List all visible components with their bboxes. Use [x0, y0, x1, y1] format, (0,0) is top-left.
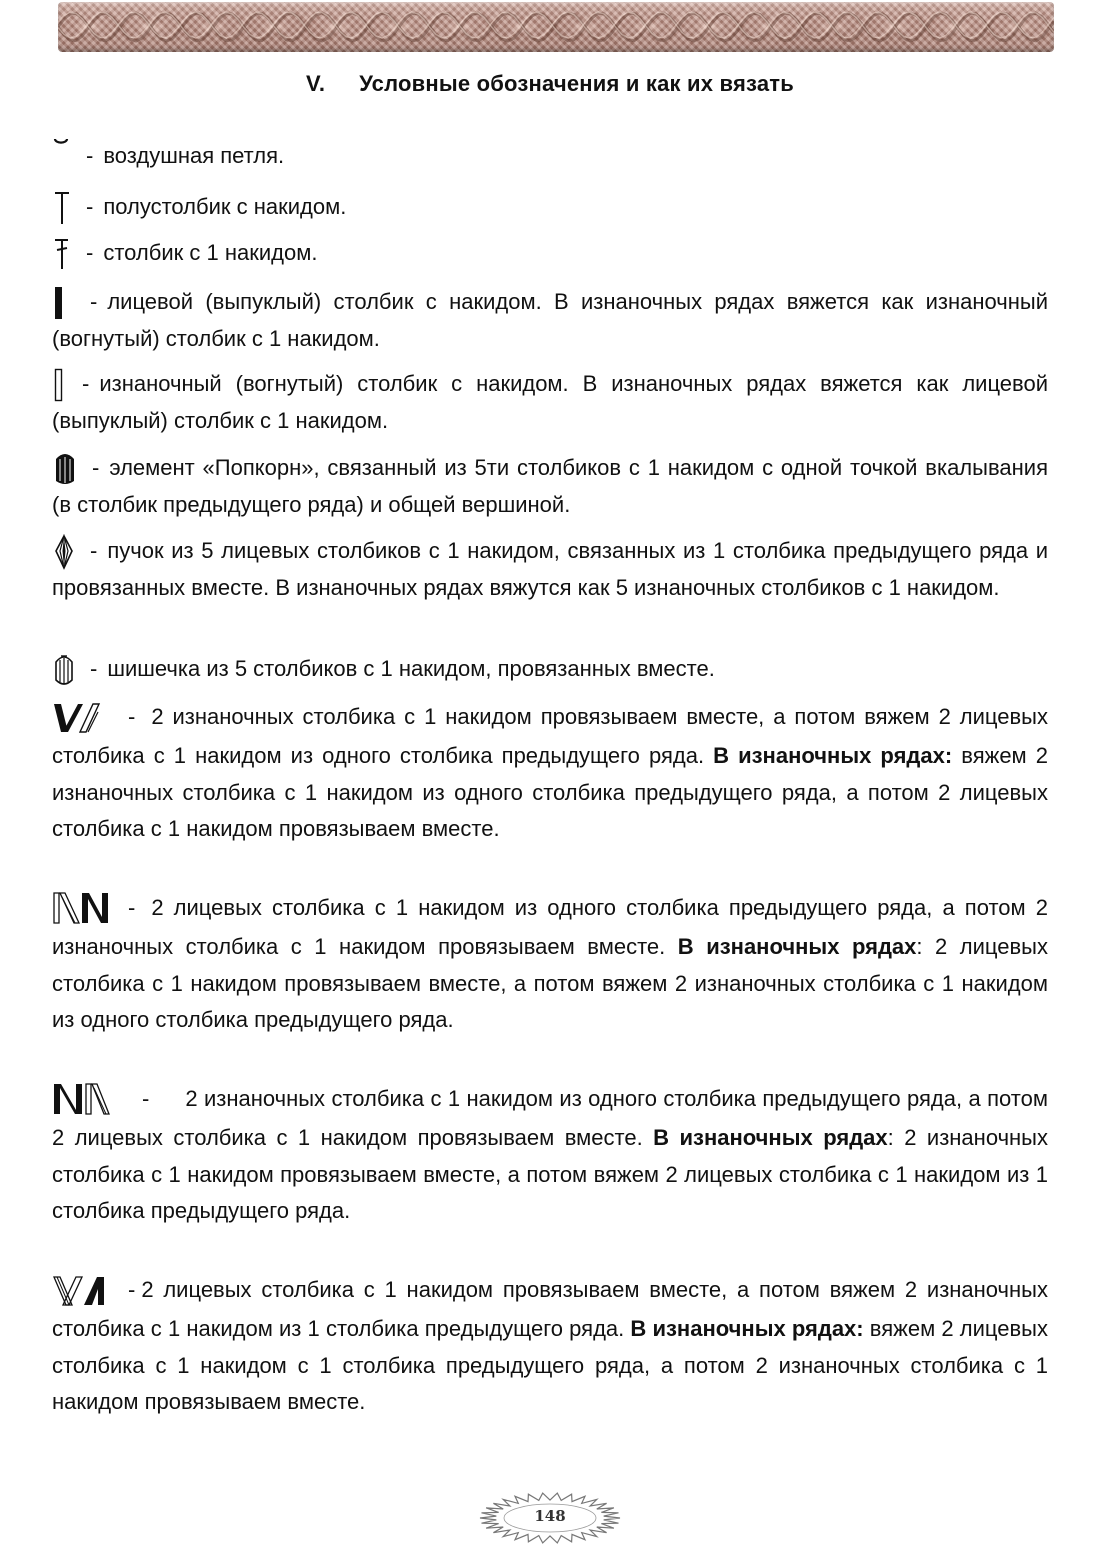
double-crochet-icon — [52, 236, 72, 272]
legend-item-cross-dark-light — [52, 698, 1048, 848]
legend-item-half-double-crochet — [52, 189, 1048, 226]
popcorn-icon — [52, 451, 78, 487]
legend-text: вяжем 2 лицевых столбика с 1 накидом с 1 столбика предыдущего ряда, а потом 2 изнаночных столбика с 1 накидом провязываем вместе. — [52, 1316, 1048, 1414]
legend-bold-text: В изнаночных рядах: — [630, 1316, 864, 1341]
section-number: V. — [306, 71, 326, 96]
back-post-double-crochet-icon — [52, 368, 68, 402]
legend-dash: - — [86, 143, 94, 168]
legend-item-cross-light-dark — [52, 889, 1048, 1039]
legend-text: : 2 изнаночных столбика с 1 накидом провязываем вместе, а потом вяжем 2 лицевых столбика с 1 накидом из 1 столбика предыдущего ряда. — [52, 1125, 1048, 1223]
legend-dash: - — [86, 240, 94, 265]
legend-text: : 2 лицевых столбика с 1 накидом провязываем вместе, а потом вяжем 2 изнаночных столбика с 1 накидом из одного столбика предыдущего ряда. — [52, 934, 1048, 1032]
cross-left-dark-light-icon — [52, 698, 102, 738]
cross-left-light-dark-icon — [52, 1271, 110, 1311]
legend-text: 2 лицевых столбика с 1 накидом провязываем вместе, а потом вяжем 2 изнаночных столбика с 1 накидом из 1 столбика предыдущего ряда. — [52, 1276, 1048, 1341]
page-number: 148 — [534, 1507, 566, 1525]
cable-pattern-icon — [58, 2, 1054, 52]
legend-text: полустолбик с накидом. — [103, 194, 347, 219]
legend-text: 2 изнаночных столбика с 1 накидом провязываем вместе, а потом вяжем 2 лицевых столбика с 1 накидом из одного столбика предыдущего ряда. — [52, 703, 1048, 768]
legend-bold-text: В изнаночных рядах — [653, 1125, 888, 1150]
legend-dash: - — [92, 455, 100, 480]
legend-text: 2 лицевых столбика с 1 накидом из одного столбика предыдущего ряда, а потом 2 изнаночных столбика с 1 накидом провязываем вместе. — [52, 894, 1048, 959]
front-post-double-crochet-icon — [52, 286, 68, 320]
legend-text: шишечка из 5 столбиков с 1 накидом, провязанных вместе. — [107, 656, 715, 681]
cluster-icon — [52, 534, 76, 570]
legend-text: вяжем 2 изнаночных столбика с 1 накидом из одного столбика предыдущего ряда, а потом 2 лицевых столбика с 1 накидом провязываем вместе. — [52, 743, 1048, 841]
legend-item-cluster — [52, 533, 1048, 607]
legend-bold-text: В изнаночных рядах: — [713, 743, 953, 768]
cross-right-light-dark-icon — [52, 889, 110, 929]
legend-dash: - — [90, 289, 98, 314]
cable-knit-banner — [58, 2, 1054, 52]
chain-stitch-icon — [52, 139, 72, 175]
legend-item-back-post — [52, 366, 1048, 439]
legend-dash: - — [128, 703, 136, 729]
legend-dash: - — [128, 894, 136, 920]
page-title — [0, 71, 1100, 97]
legend-text: столбик с 1 накидом. — [103, 240, 318, 265]
legend-dash: - — [86, 194, 94, 219]
legend-dash: - — [82, 371, 90, 396]
half-double-crochet-icon — [52, 190, 72, 226]
legend-dash: - — [90, 538, 98, 563]
legend-item-cross-light-dark-left — [52, 1271, 1048, 1421]
legend-item-chain — [52, 138, 1048, 175]
legend-text: воздушная петля. — [103, 143, 285, 168]
legend-item-bobble — [52, 651, 1048, 688]
legend-text: лицевой (выпуклый) столбик с накидом. В изнаночных рядах вяжется как изнаночный (вогнутый) столбик с 1 накидом. — [52, 289, 1048, 351]
bobble-icon — [52, 652, 76, 688]
legend-text: 2 изнаночных столбика с 1 накидом из одного столбика предыдущего ряда, а потом 2 лицевых столбика с 1 накидом провязываем вместе. — [52, 1085, 1048, 1150]
section-title: Условные обозначения и как их вязать — [359, 71, 794, 96]
legend-item-front-post — [52, 284, 1048, 357]
legend-item-cross-dark-light-right — [52, 1080, 1048, 1230]
legend-dash: - — [142, 1085, 150, 1111]
legend-bold-text: В изнаночных рядах — [677, 934, 917, 959]
cross-right-dark-light-icon — [52, 1080, 112, 1120]
legend-text: пучок из 5 лицевых столбиков с 1 накидом, связанных из 1 столбика предыдущего ряда и провязанных вместе. В изнаночных рядах вяжутся как 5 изнаночных столбиков с 1 накидом. — [52, 538, 1048, 601]
legend-text: элемент «Попкорн», связанный из 5ти столбиков с 1 накидом с одной точкой вкалывания (в столбик предыдущего ряда) и общей вершиной. — [52, 455, 1048, 518]
legend-dash: - — [90, 656, 98, 681]
legend-dash: - — [128, 1276, 136, 1302]
legend-text: изнаночный (вогнутый) столбик с накидом. В изнаночных рядах вяжется как лицевой (выпуклый) столбик с 1 накидом. — [52, 371, 1048, 433]
legend-item-double-crochet — [52, 235, 1048, 272]
legend-item-popcorn — [52, 450, 1048, 524]
